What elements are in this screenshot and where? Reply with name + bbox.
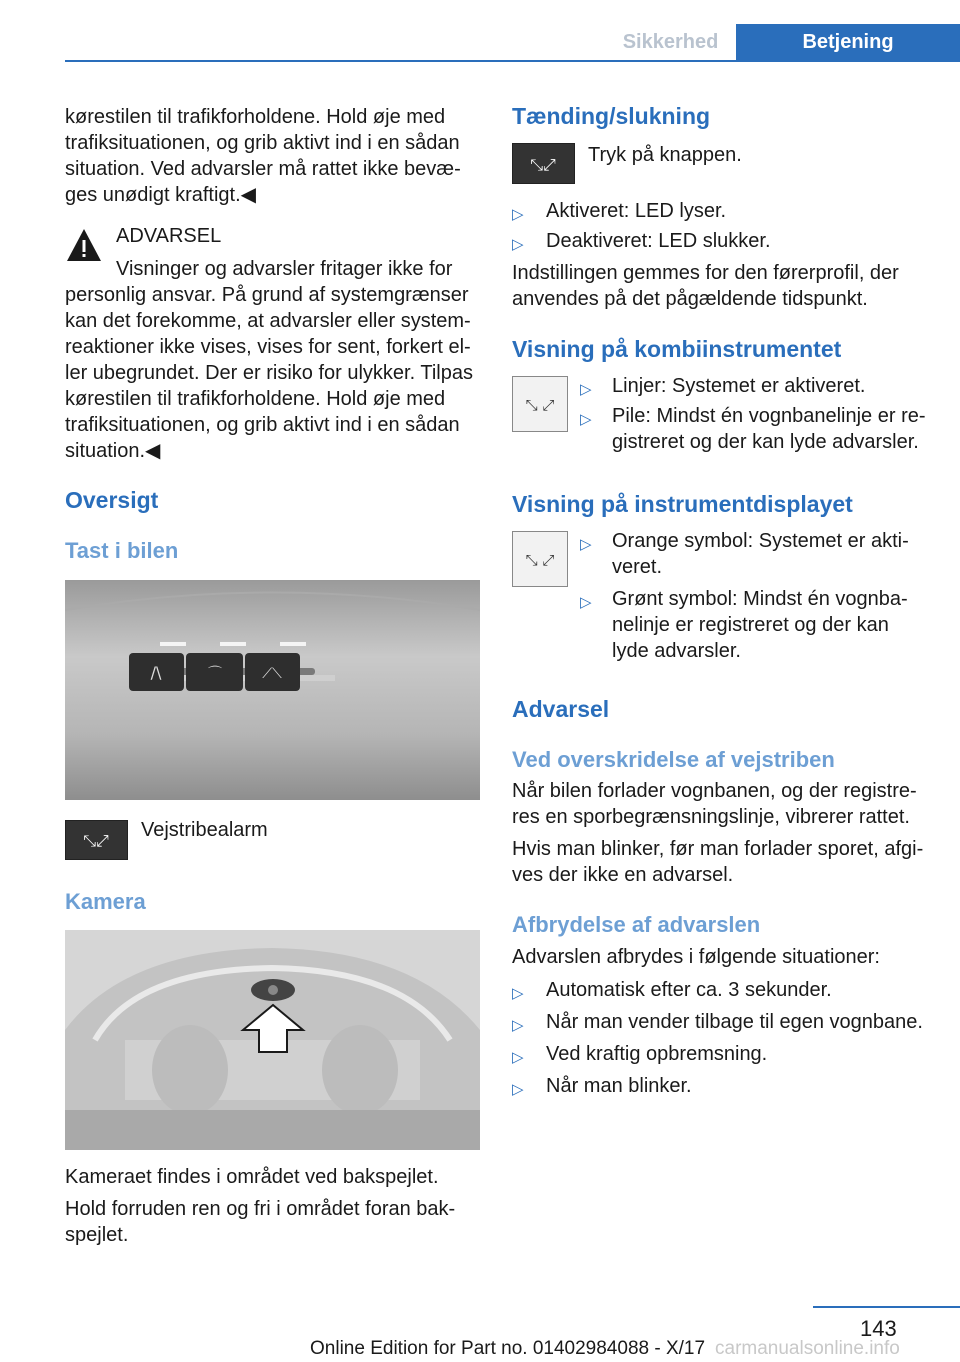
heading-button-in-car: Tast i bilen xyxy=(65,538,179,563)
list-item: ▷ Automatisk efter ca. 3 sekunder. xyxy=(512,977,932,1009)
edition-text: Online Edition for Part no. 01402984088 - X/17 xyxy=(310,1338,706,1359)
warning-body: personlig ansvar. På grund af systemgrænser kan det forekomme, at advarsler eller system‐ reaktioner ikke vises, vises for sent, forkert el‐ ler ubegrundet. Der er risiko for ulykker. Tilpas kørestilen til trafikforholdene. Hold øje med trafiksituationen, og grib aktivt ind i en sådan situation.◀ xyxy=(65,284,473,462)
warning-title: ADVARSEL xyxy=(116,225,222,247)
lane-departure-icon xyxy=(65,820,128,860)
lane-departure-icon xyxy=(512,531,568,587)
bullet-triangle-icon: ▷ xyxy=(580,381,592,398)
crossing-text: Når bilen forlader vognbanen, og der registre‐ res en sporbegrænsningslinje, vibrerer rattet. xyxy=(512,780,917,828)
button-caption: Vejstribealarm xyxy=(141,819,268,841)
list-item: ▷ Orange symbol: Systemet er akti‐ veret. xyxy=(580,530,909,578)
watermark: carmanualsonline.info xyxy=(715,1338,900,1359)
tab-operation[interactable]: Betjening xyxy=(736,24,960,61)
warning-triangle-icon xyxy=(65,225,103,267)
bullet-triangle-icon: ▷ xyxy=(580,594,592,611)
svg-text:⤡ ⤢: ⤡ ⤢ xyxy=(525,396,555,414)
bullet-triangle-icon: ▷ xyxy=(580,536,592,553)
camera-photo xyxy=(65,930,480,1150)
interrupt-intro: Advarslen afbrydes i følgende situationer: xyxy=(512,946,880,968)
heading-interrupt: Afbrydelse af advarslen xyxy=(512,912,761,937)
bullet-triangle-icon: ▷ xyxy=(512,1017,524,1034)
on-off-list: ▷ Aktiveret: LED lyser. ▷ Deaktiveret: LED slukker. xyxy=(512,198,932,262)
svg-text:/\: /\ xyxy=(150,663,162,682)
bullet-triangle-icon: ▷ xyxy=(512,1081,524,1098)
svg-text:⟋⟍: ⟋⟍ xyxy=(262,666,282,682)
intro-paragraph: kørestilen til trafikforholdene. Hold øje med trafiksituationen, og grib aktivt ind i en sådan situation. Ved advarsler må rattet ikke bevæ‐ ges unødigt kraftigt.◀ xyxy=(65,106,461,206)
press-button-text: Tryk på knappen. xyxy=(588,144,742,166)
heading-warning: Advarsel xyxy=(512,696,610,722)
heading-cluster: Visning på kombiinstrumentet xyxy=(512,336,842,362)
header-rule xyxy=(65,60,960,62)
bullet-triangle-icon: ▷ xyxy=(512,1049,524,1066)
blink-text: Hvis man blinker, før man forlader sporet, afgi‐ ves der ikke en advarsel. xyxy=(512,838,924,886)
heading-on-off: Tænding/slukning xyxy=(512,103,711,129)
setting-text: Indstillingen gemmes for den førerprofil, der anvendes på det pågældende tidspunkt. xyxy=(512,262,899,310)
button-panel-photo xyxy=(65,580,480,800)
camera-text-2: Hold forruden ren og fri i området foran bak‐ spejlet. xyxy=(65,1198,456,1246)
camera-text-1: Kameraet findes i området ved bakspejlet. xyxy=(65,1166,439,1188)
svg-text:⤡⤢: ⤡⤢ xyxy=(83,831,109,850)
cluster-list xyxy=(580,373,940,459)
list-item: ▷ Grønt symbol: Mindst én vognba‐ nelinje er registreret og der kan lyde advarsler. xyxy=(580,588,908,662)
heading-display: Visning på instrumentdisplayet xyxy=(512,491,853,517)
bullet-triangle-icon: ▷ xyxy=(512,985,524,1002)
bullet-triangle-icon: ▷ xyxy=(512,236,524,253)
tab-safety[interactable]: Sikkerhed xyxy=(607,24,734,61)
lane-departure-icon xyxy=(512,143,575,184)
svg-text:⤡⤢: ⤡⤢ xyxy=(530,155,556,174)
svg-text:⌒: ⌒ xyxy=(208,666,222,682)
interrupt-list xyxy=(512,977,932,1105)
heading-camera: Kamera xyxy=(65,889,146,914)
bullet-triangle-icon: ▷ xyxy=(512,206,524,223)
list-item: ▷ Når man blinker. xyxy=(512,1073,932,1105)
list-item: ▷ Ved kraftig opbremsning. xyxy=(512,1041,932,1073)
list-item: ▷ Linjer: Systemet er aktiveret. xyxy=(580,373,940,403)
heading-overview: Oversigt xyxy=(65,487,159,513)
list-item: ▷ Pile: Mindst én vognbanelinje er re‐ gistreret og der kan lyde advarsler. xyxy=(580,405,926,453)
svg-text:⤡ ⤢: ⤡ ⤢ xyxy=(525,551,555,569)
display-list xyxy=(580,528,940,666)
footer-rule xyxy=(813,1306,960,1308)
bullet-triangle-icon: ▷ xyxy=(580,411,592,428)
list-item: ▷ Når man vender tilbage til egen vognbane. xyxy=(512,1009,932,1041)
warning-line: Visninger og advarsler fritager ikke for xyxy=(116,258,453,280)
page-number: 143 xyxy=(860,1316,897,1341)
lane-departure-icon xyxy=(512,376,568,432)
heading-lane-crossing: Ved overskridelse af vejstriben xyxy=(512,747,835,772)
